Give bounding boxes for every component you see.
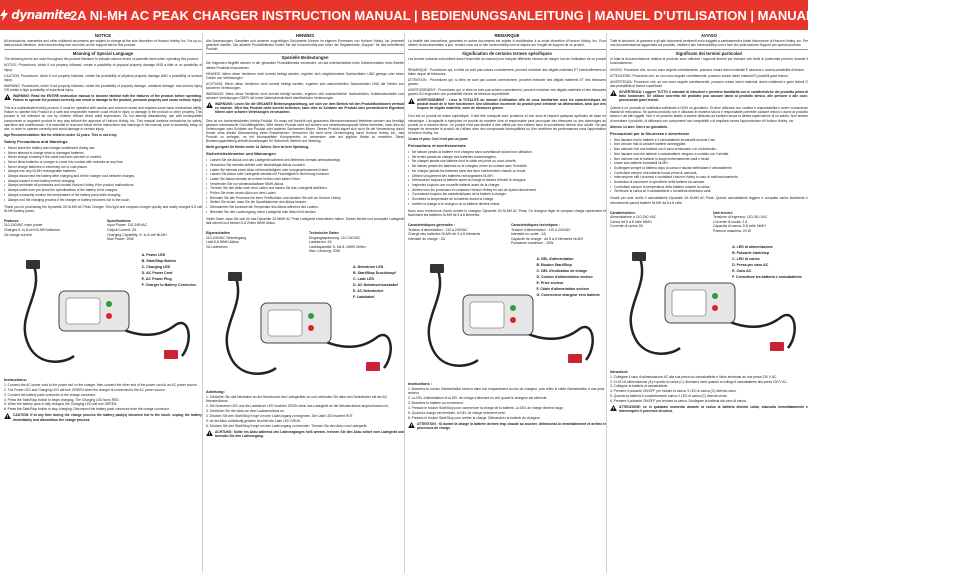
header-banner	[0, 0, 952, 30]
legend-item: F. Ladekabel	[352, 295, 375, 300]
instruction-step: 5. Ist der Akku vollständig geladen leuchtet die Lade LED GRÜN.	[206, 418, 301, 423]
features-block	[206, 231, 301, 254]
language-column	[4, 33, 202, 573]
legend-item: C. LED di carica	[732, 256, 760, 261]
instruction-step: 4. Drücken Sie den Start/Stop Knopf um den Ladevorgang zu beginnen. Die Lade LED leuchtet ROT.	[206, 413, 354, 418]
lightning-icon	[0, 9, 9, 21]
feature-item: Corrente di carica 2A	[610, 224, 643, 229]
safety-item: • Scollegare sempre la batteria dopo la carica e lasciar raffreddare il caricabatterie.	[610, 166, 808, 170]
warning-icon	[206, 102, 213, 108]
safety-item: • Utilisez uniquement des batteries rechargeables Ni-MH.	[408, 174, 606, 178]
special-language-intro: Les termes suivants sont utilisés dans l'ensemble du manuel pour indiquer différents niveaux de danger lors de l'utilisation de ce produit :	[408, 57, 606, 66]
instruction-step: 5. Quand la charge est terminée, la DEL de charge redevient verte.	[408, 410, 506, 415]
instruction-step: 3. Collegare la batteria al caricabatterie.	[610, 384, 669, 389]
features-heading: Features	[4, 218, 19, 223]
warning-definition: AVVERTENZA: Procedure che, se non sono seguite correttamente, possono creare danni materiali, danni collaterali e gravi lesioni O alta probabilità di lesioni superficiali.	[610, 79, 808, 88]
feature-item: 2A charge current	[4, 232, 32, 237]
features-block	[408, 223, 503, 246]
instruction-steps	[206, 395, 404, 428]
warning-definition: AVERTISSEMENT : Procédures qui, si elles ne sont pas suivies correctement, peuvent entraîner des dégâts matériels et des blessures graves OU engendrer une probabilité élevée de blessure superficielle.	[408, 87, 606, 97]
safety-item: • Never allow batteries or charger to come into contact with moisture at any time.	[4, 160, 202, 164]
safety-item: • Always inspect a new battery before charging.	[4, 179, 202, 183]
legend-item: A. Power LED	[141, 252, 166, 257]
brand-logo	[0, 0, 70, 30]
feature-item: Charges 5- to 8-cell Ni-MH batteries	[4, 228, 60, 232]
thank-you-text: Grazie per aver scelto il caricabatterie Dynamite 2A Ni-MH AC Peak. Questo caricabatterie leggero e compatto carica facilmente e velocemente pacchi batterie Ni-MH da 5 a 8 celle.	[610, 196, 808, 205]
notice-text: La totalité des instructions, garanties et autres documents est sujette à modification à la seule discrétion d'Horizon Hobby, Inc. Pour obtenir la documentation à jour, rendez-vous sur le site horizonhobby.com et cliquez sur l'onglet de support de ce produit.	[408, 39, 606, 48]
legend-item: C. DEL d'indication de charge	[536, 268, 588, 273]
spec-item: Ladestrom: 2A	[309, 240, 332, 245]
language-column	[610, 33, 808, 573]
instruction-step: 6. Drücken Sie den Start/Stop Knopf um den Ladevorgang zu beenden. Trennen Sie den Akku vom Ladegerät.	[206, 423, 368, 428]
spec-item: Intensité en sortie : 2A	[511, 232, 546, 237]
legend-item: G. Connecteur chargeur vers batterie	[536, 292, 600, 297]
final-caution-text: ATTENTION : Si durant la charge la batterie devient trop chaude au toucher, débranchez-la immédiatement et arrêtez le processus de charge.	[417, 421, 606, 430]
safety-item: • Controllare sempre una batteria nuova prima di caricarla.	[610, 171, 808, 175]
safety-item: • Versuchen Sie niemals defekte oder beschädigte Akkus zu laden.	[206, 163, 404, 167]
instructions-section	[206, 390, 404, 440]
charger-figure	[408, 250, 606, 380]
special-language-intro: Die folgenden Begriffe werden in der gesamten Produktliteratur verwendet, um auf unterschiedlich hohe Gefahrenrisiken beim Betrieb dieses Produkts hinzuweisen:	[206, 61, 404, 70]
notice-definition: AVVISO: Procedure che, se non sono seguite correttamente, possono creare danni materiali E nessuna o scarsa possibilità di lesioni.	[610, 67, 805, 72]
feature-item: 2A Ladestrom	[206, 244, 228, 249]
features-block	[4, 219, 99, 242]
final-caution-text: CAUTION: If at any time during the charge process the battery pack(s) becomes hot to the touch, unplug the battery immediately and discontinue the charge process.	[13, 413, 202, 422]
specifications-list	[309, 236, 404, 254]
safety-item: • Ne chargez jamais les batteries dans des lieux extrêmement chauds ou froids.	[408, 169, 606, 173]
spec-item: Corrente di uscita: 2 A	[713, 219, 748, 224]
safety-item: • Non lasciare mai che batterie o caricabatterie vengano a contatto con l'umidità.	[610, 152, 808, 156]
spec-item: Puissance maximum : 20W	[511, 241, 554, 246]
divider	[4, 49, 202, 50]
safety-item: • Never attempt to charge dead or damaged batteries.	[4, 151, 202, 155]
figure-legend	[353, 264, 398, 300]
spec-item: Capacité de charge : de 5 à 8 éléments Ni-MH	[511, 236, 583, 241]
features-list	[206, 236, 301, 250]
charger-figure	[610, 238, 808, 368]
feature-item: Carica da 5 a 8 celle NiMH	[610, 219, 652, 224]
features-list	[610, 215, 705, 229]
feature-item: 110-240VAC main power	[4, 223, 43, 228]
instruction-step: 2. The Power LED and Charging LED will turn GREEN when the charger is connected to the AC power source.	[4, 387, 166, 392]
instruction-step: 6. Premere il pulsante ON/OFF per fermare la carica. Scollegare la batteria dal cavo di carica.	[610, 399, 747, 404]
features-heading: Caratteristiche:	[610, 210, 636, 215]
column-divider	[606, 33, 607, 573]
caution-definition: ATTENZIONE: Procedure che, se non sono seguite correttamente, possono creare danni materiali E possibili gravi lesioni.	[610, 73, 789, 78]
instruction-steps	[4, 383, 202, 412]
warning-text: AVERTISSEMENT : Lisez la TOTALITÉ du manuel d'utilisation afin de vous familiariser avec les caractéristiques du produit avant de le faire fonctionner. Une utilisation incorrecte du produit peut entraîner sa détérioration, ainsi que des risques de dégâts matériels, voire de blessures graves.	[417, 98, 606, 111]
legend-item: B. Start/Stop Button	[141, 258, 177, 263]
warning-block	[4, 94, 202, 104]
safety-item: • Never leave the battery and charger unattended during use.	[4, 146, 202, 150]
legend-item: E. Prise secteur	[536, 280, 564, 285]
intro-body-text: Questo è un prodotto di hobbistica sofisticato e NON un giocattolo. Si deve utilizzare con cautela e responsabilità e avere conoscenze basilari di meccanica. Se questo prodotto non è utilizzato in maniera sicura e responsabile potrebbe causare lesioni o danni al prodotto stesso o ad altri oggetti. Non è un prodotto adatto a essere utilizzato da bambini senza la diretta supervisione di un adulto. Non tentare di smontare il prodotto, di utilizzarlo con componenti non compatibili o di ampliarlo senza l'approvazione di Horizon Hobby, Inc.	[610, 106, 808, 123]
legend-item: E. Cavo AC	[732, 268, 752, 273]
spec-item: Eingangsspannung: 110-240VAC	[309, 235, 361, 240]
charger-figure	[4, 246, 202, 376]
instructions-heading: Instructions :	[408, 381, 433, 386]
final-caution-text: ATTENZIONE: se in qualsiasi momento durante la carica la batteria diventa calda, staccarla immediatamente e interrompere il processo di carica.	[619, 405, 808, 414]
caution-icon	[206, 430, 213, 436]
safety-item: • Beenden Sie alle Prozesse bei einer Fehlfunktion und wenden Sie sich an Horizon Hobby.	[206, 196, 404, 200]
page-title: 2A NI-MH AC PEAK CHARGER INSTRUCTION MANUAL | BEDIENUNGSANLEITUNG | MANUEL D'UTILISATION | MANUALE DI ISTRUZIONI	[70, 7, 917, 23]
warning-definition: WARNING: Procedures, which if not properly followed, create the probability of property damage, collateral damage, and serious injury OR create a high probability of superficial injury.	[4, 83, 202, 92]
specifications-block	[107, 219, 202, 242]
safety-item: • Usare solo batterie ricaricabili Ni-MH.	[610, 161, 808, 165]
instruction-step: 3. Branchez la batterie au connecteur.	[408, 400, 464, 405]
instructions-heading: Istruzioni:	[610, 369, 629, 374]
safety-item: • Trennen Sie den Akku nach dem Laden und lassen Sie das Ladegerät abkühlen.	[206, 186, 404, 190]
feature-item: Tension d'alimentation : 110 à 240VAC	[408, 227, 468, 232]
instruction-step: 2. Die Netzstrom LED und die Ladestrom LED leuchten GRÜN wenn das Ladegerät an die Netzsteckdose angeschlossen ist.	[206, 404, 389, 409]
caution-definition: CAUTION: Procedures, which if not properly followed, create the probability of physical property damage AND a possibility of serious injury.	[4, 73, 202, 82]
caution-icon	[610, 405, 617, 411]
instruction-step: 2. Il LED di alimentazione (A) e quello di carica (C) diventano verdi quando si collega il caricabatterie alla presa 230 V AC.	[610, 379, 788, 384]
legend-item: B. Start/Stop Druckknopf	[352, 271, 396, 276]
safety-item: • Never charge batteries in extremely hot or cold places.	[4, 165, 202, 169]
notice-heading: NOTICE	[94, 33, 112, 38]
caution-definition: ATTENTION : Procédures qui, si elles ne sont pas suivies correctement, peuvent entraîner des dégâts matériels ET des blessures graves.	[408, 77, 606, 86]
legend-item: C. Charging LED	[141, 264, 171, 269]
thank-you-text: Nous vous remercions d'avoir acheté le chargeur Dynamite 2A Ni-MH AC Peak. Ce chargeur léger et compact charge rapidement et facilement les batteries Ni-MH de 5 à 8 éléments.	[408, 208, 606, 217]
special-language-heading: Spezielle Bedeutungen	[281, 55, 329, 61]
safety-item: • Always use only Ni-MH rechargeable batteries.	[4, 169, 202, 173]
instruction-step: 3. Schließen Sie den Akku an dem Ladeanschluss an.	[206, 409, 285, 414]
instruction-step: 1. Collegare il cavo di alimentazione AC alla sua presa sul caricabatterie e l'altro terminale ad una presa 230 V AC.	[610, 374, 778, 379]
feature-item: Alimentazione a 110-240 VAC	[610, 215, 657, 220]
features-specs	[610, 211, 808, 234]
features-list	[4, 223, 99, 237]
instruction-step: 4. Press the Start/Stop button to begin charging. The Charging LED turns RED.	[4, 397, 120, 402]
notice-heading: HINWEIS	[295, 33, 315, 38]
thank-you-text: Vielen Dank, dass Sie sich für das Dynamite 2A NiMH AC Peak Ladegerät entschieden haben. Dieses leichte und kompakte Ladegerät lädt schnell und einfach 5-8 Zellen NiMH Akkus.	[206, 216, 404, 225]
features-specs	[408, 223, 606, 246]
warning-icon	[610, 90, 617, 96]
feature-item: 110-240VAC Netzeingang	[206, 235, 247, 240]
legend-item: E. AC Power Plug	[141, 276, 172, 281]
warning-icon	[408, 98, 415, 104]
spec-item: Ladekapazität: 5- bis 8- NiMH Zellen	[309, 244, 366, 249]
legend-item: D. Cordon d'alimentation secteur	[536, 274, 593, 279]
safety-item: • Verwenden Sie nur wiederaufladbare NiMH-Akkus.	[206, 182, 404, 186]
charger-figure	[206, 258, 404, 388]
safety-item: • Ne laissez jamais les batteries ou le chargeur entrer en contact avec l'humidité.	[408, 164, 606, 168]
notice-definition: REMARQUE : Procédures qui, si elles ne sont pas suivies correctement, peuvent entraîner des dégâts matériels ET éventuellement un faible risque de blessures.	[408, 67, 606, 76]
age-recommendation: Age Recommendation: Not for children under 14 years. This is not a toy.	[4, 132, 118, 137]
safety-item: • Non caricare mai le batterie in luoghi estremamente caldi o freddi.	[610, 157, 808, 161]
safety-item: • Arrêtez tous les processus et contactez Horizon Hobby en cas de dysfonctionnement.	[408, 188, 606, 192]
spec-item: Capacità di carica: 5-8 celle NiMH	[713, 224, 766, 229]
spec-item: Max Power: 20W	[107, 237, 134, 242]
figure-legend	[142, 252, 196, 288]
legend-item: A. Netzstrom LED	[352, 265, 384, 270]
safety-item: • Always make sure you know the specifications of the battery to be charged.	[4, 188, 202, 192]
specifications-block	[713, 211, 808, 234]
safety-list	[610, 138, 808, 194]
safety-item: • Lassen Sie die Akkus und das Ladegerät während des Betriebes niemals unbeaufsichtigt.	[206, 158, 404, 162]
safety-item: • Accertarsi di conoscere le specifiche della batteria da caricare.	[610, 180, 808, 184]
notice-heading: AVVISO	[701, 33, 717, 38]
notice-definition: NOTICE: Procedures, which if not properly followed, create a possibility of physical property damage AND a little or no possibility of injury.	[4, 63, 202, 72]
features-specs	[206, 231, 404, 254]
age-recommendation: Almeno 14 anni. Non è un giocattolo.	[610, 124, 668, 129]
instructions-section	[4, 378, 202, 424]
legend-item: F. Connettore tra batteria e caricabatterie	[732, 274, 802, 279]
specifications-list	[107, 223, 202, 241]
safety-heading: Safety Precautions and Warnings	[4, 138, 68, 144]
safety-item: • Ne tentez jamais de charger des batteries endommagées.	[408, 155, 606, 159]
specifications-heading: Caractéristiques techniques :	[511, 222, 561, 227]
legend-item: D. Presa per cavo AC	[732, 262, 769, 267]
safety-item: • Controllare sempre la temperatura della batteria durante la carica.	[610, 185, 808, 189]
spec-item: Tensione di ingresso: 110-240 VAC	[713, 215, 768, 220]
legend-item: F. Charger to Battery Connector	[141, 282, 196, 287]
legend-item: C. Lade LED	[352, 277, 375, 282]
safety-item: • Ne chargez jamais une batterie dont le câble est pincé ou court-circuité.	[408, 159, 606, 163]
safety-item: • Always constantly monitor the temperature of the battery pack while charging.	[4, 193, 202, 197]
specifications-heading: Dati tecnici:	[713, 210, 733, 215]
notice-text: Tutte le istruzioni, le garanzie e gli altri documenti pertinenti sono soggetti a cambiamenti a totale discrezione di Horizon Hobby, Inc. Per una documentazione aggiornata sul prodotto, visitare il sito horizonhobby.com e fare clic sulla sezione Support per questo prodotto.	[610, 39, 808, 48]
column-divider	[404, 33, 405, 573]
safety-item: • Connaissez toujours les caractéristiques de la batterie à charger.	[408, 192, 606, 196]
safety-item: • Lassen Sie Akkus oder Ladegerät niemals mit Feuchtigkeit in Berührung kommen.	[206, 172, 404, 176]
spec-item: Charging Capability: 5- to 8-cell Ni-MH	[107, 232, 167, 237]
spec-item: Input Power: 110-240VAC	[107, 223, 148, 228]
special-language-heading: Meaning of Special Language	[72, 51, 134, 57]
caution-icon	[408, 422, 415, 428]
specifications-heading: Specifications	[107, 218, 131, 223]
column-divider	[202, 33, 203, 573]
instruction-step: 3. Connect the battery pack connector to the charge connector.	[4, 392, 97, 397]
instruction-step: 1. Schließen Sie das Netzkabel an der Netzbuchse des Ladegerätes an und verbinden Sie dann den Netzstecker mit der AC Netzsteckdose.	[206, 395, 388, 404]
special-language-intro: The following terms are used throughout the product literature to indicate various levels of potential harm when operating this product:	[4, 57, 199, 62]
safety-item: • Interrompere tutti i processi e contattare Horizon Hobby in caso di malfunzionamento.	[610, 175, 808, 179]
intro-body-text: This is a sophisticated hobby product. It must be operated with caution and common sense and requires some basic mechanical ability. Failure to operate this Product in a safe and responsible manner could result in injury or damage to the product or other property. This product is not intended for use by children without direct adult supervision. Do not attempt disassembly, use with incompatible components or augment product in any way without the approval of Horizon Hobby, Inc. This manual contains instructions for safety, operation and maintenance. It is essential to read and follow all the instructions and warnings in the manual, prior to assembly, setup or use, in order to operate correctly and avoid damage or serious injury.	[4, 106, 202, 131]
warning-text: WARNING: Read the ENTIRE instruction manual to become familiar with the features of the product before operating. Failure to operate the product correctly can result in damage to the product, personal property and cause serious injury.	[13, 94, 202, 103]
warning-definition: WARNUNG: Wenn diese Verfahren nicht korrekt befolgt werden, ergeben sich wahrscheinlich Sachschäden, Kollateralschäden und schwere Verletzungen ODER mit hoher Wahrscheinlichkeit oberflächliche Verletzungen.	[206, 92, 404, 101]
warning-icon	[4, 94, 11, 100]
safety-list	[4, 146, 202, 202]
caution-icon	[4, 413, 11, 419]
legend-item: B. Pulsante start/stop	[732, 250, 770, 255]
specifications-list	[713, 215, 808, 233]
thank-you-text: Thank you for purchasing the Dynamite 2A Ni-MH AC Peak Charger. This light and compact charger quickly and easily charges 5-8 cell Ni-MH battery packs.	[4, 204, 202, 213]
safety-item: • Terminare la carica se il caricabatterie o la batteria diventano caldi.	[610, 189, 808, 193]
instructions-heading: Instructions:	[4, 377, 27, 382]
final-caution	[206, 430, 404, 440]
legend-item: A. LED di alimentazione	[732, 244, 773, 249]
intro-body-text: Dies ist ein hochentwickeltes Hobby-Produkt. Es muss mit Vorsicht und gesundem Menschenverstand betrieben werden und benötigt gewisse mechanische Grundfähigkeiten. Wird dieses Produkt nicht auf sichere und verantwortungsvolle Weise betrieben, kann dies zu Verletzungen oder Schäden am Produkt oder anderen Sachwerten führen. Dieses Produkt eignet sich nicht für die Verwendung durch Kinder ohne direkte Überwachung eines Erwachsenen. Versuchen Sie nicht ohne Genehmigung durch Horizon Hobby, Inc., das Produkt zu zerlegen, es mit inkompatiblen Komponenten zu verwenden oder auf jegliche Weise zu erweitern. Diese Bedienungsanleitung enthält Anweisungen für Sicherheit, Betrieb und Wartung.	[206, 118, 404, 143]
instructions-heading: Anleitung:	[206, 390, 225, 395]
warning-block	[206, 102, 404, 116]
safety-item: • Inspectez toujours une nouvelle batterie avant de la charger.	[408, 183, 606, 187]
safety-item: • Ne laissez jamais la batterie et le chargeur sans surveillance durant leur utilisation.	[408, 150, 606, 154]
safety-item: • Never charge a battery if the cable has been pinched or shorted.	[4, 155, 202, 159]
legend-item: D. AC Power Cord	[141, 270, 173, 275]
specifications-block	[309, 231, 404, 254]
language-column	[408, 33, 606, 573]
instruction-step: 2. La DEL d'alimentation et la DEL de charge s'allument en vert quand le chargeur est alimenté.	[408, 395, 548, 400]
special-language-heading: Signification de certains termes spécifiques	[462, 51, 552, 57]
instruction-step: 1. Branchez le cordon d'alimentation secteur dans son emplacement au dos du chargeur, puis reliez le câble d'alimentation à une prise secteur.	[408, 386, 605, 396]
features-block	[610, 211, 705, 234]
safety-heading: Sicherheitshinweise und Warnungen	[206, 151, 276, 157]
age-recommendation: Nicht geeignet für Kinder unter 14 Jahren. Dies ist kein Spielzeug.	[206, 145, 310, 150]
age-recommendation: 14 ans et plus. Ceci n'est pas un jouet.	[408, 136, 469, 141]
legend-item: D. AC Netzanschlusskabel	[352, 283, 398, 288]
figure-legend	[732, 244, 802, 280]
safety-item: • Laden Sie Akkus niemals an extrem heißen oder kalten Orten.	[206, 177, 404, 181]
document-id: (DYN4113)	[916, 11, 952, 19]
instruction-step: 5. When the battery pack is fully charged, the Charging LED will turn GREEN.	[4, 402, 118, 407]
instruction-step: 6. Press the Start/Stop button to stop charging. Disconnect the battery pack connector from the charge connector.	[4, 407, 170, 412]
feature-item: Charge des batteries Ni-MH de 5 à 8 éléments	[408, 232, 481, 237]
final-caution	[4, 413, 202, 423]
brand-name: dynamite	[11, 8, 71, 22]
notice-heading: REMARQUE	[494, 33, 520, 38]
final-caution	[408, 422, 606, 432]
instruction-step: 4. Pressez le bouton Start/Stop pour commencer la charge de la batterie. La DEL de charge devient rouge.	[408, 405, 564, 410]
final-caution-text: ACHTUNG: Sollte ein Akku während des Ladevorganges heiß werden, trennen Sie den Akku sofort vom Ladegerät und beenden Sie den Ladevorgang.	[215, 429, 404, 438]
instructions-section	[610, 370, 808, 416]
divider	[408, 49, 606, 50]
instruction-step: 4. Premere il pulsante ON/OFF per iniziare la carica. Il LED di carica (C) diventa rosso.	[610, 389, 737, 394]
instruction-steps	[610, 375, 808, 404]
safety-item: • Prüfen Sie einen neuen Akku vor dem Laden.	[206, 191, 404, 195]
feature-item: Intensité de charge : 2A	[408, 236, 445, 241]
features-heading: Eigenschaften	[206, 231, 230, 236]
legend-item: F. Câble d'alimentation secteur	[536, 286, 590, 291]
safety-item: • Débranchez toujours la batterie après la charge et laissez refroidir le chargeur.	[408, 178, 606, 182]
warning-block	[408, 98, 606, 112]
safety-item: • Always terminate all processes and contact Horizon Hobby if the product malfunctions.	[4, 183, 202, 187]
warning-block	[610, 90, 808, 104]
notice-text: Alle Anweisungen, Garantien und anderen zugehörigen Dokumente können im eigenen Ermessen von Horizon Hobby, Inc. jederzeit geändert werden. Die aktuelle Produktliteratur finden Sie auf horizonhobby.com unter der Registerkarte „Support" für das betreffende Produkt.	[206, 39, 404, 52]
notice-text: All instructions, warranties and other collateral documents are subject to change at the sole discretion of Horizon Hobby, Inc. For up-to-date product literature, visit horizonhobby.com and click on the support tab for this product.	[4, 39, 202, 48]
special-language-heading: Significato dei termini particolari	[675, 51, 743, 57]
instruction-step: 1. Connect the AC power cord to the power slot on the charger, then connect the other end of the power cord to an AC power source.	[4, 382, 198, 387]
features-specs	[4, 219, 202, 242]
safety-item: • Non cercare mai di caricare batterie danneggiate.	[610, 142, 808, 146]
safety-item: • Always disconnect the battery after charging and let the charger cool between charges.	[4, 174, 202, 178]
specifications-heading: Technische Daten	[309, 231, 339, 236]
notice-definition: HINWEIS: Wenn diese Verfahren nicht korrekt befolgt werden, ergeben sich möglicherweise Sachschäden UND geringe oder keine Gefahr von Verletzungen.	[206, 71, 404, 80]
special-language-intro: In tutta la documentazione relativa al prodotto sono utilizzati i seguenti termini per indicare vari livelli di potenziale pericolo durante il funzionamento:	[610, 57, 808, 66]
features-list	[408, 228, 503, 242]
safety-heading: Précautions et avertissements	[408, 142, 466, 148]
caution-definition: ACHTUNG: Wenn diese Verfahren nicht korrekt befolgt werden, ergeben sich wahrscheinlich Sachschäden UND die Gefahr von schweren Verletzungen.	[206, 81, 404, 90]
safety-item: • Laden Sie niemals einen Akku mit beschädigtem oder kurzgeschlossenem Kabel.	[206, 168, 404, 172]
safety-item: • Non lasciare mai le batterie e il caricabatterie incustoditi durante l'uso.	[610, 138, 808, 142]
instruction-steps	[408, 387, 606, 420]
safety-item: • Arrêtez la charge si le chargeur ou la batterie devient chaud.	[408, 202, 606, 206]
spec-item: Max. Leistung: 20W	[309, 249, 340, 254]
spec-item: Potenza massima: 20 W	[713, 229, 751, 233]
specifications-block	[511, 223, 606, 246]
safety-item: • Überwachen Sie konstant die Temperatur des Akkus während des Ladens.	[206, 205, 404, 209]
safety-item: • Always end the charging process if the charger or battery becomes hot to the touch.	[4, 198, 202, 202]
language-column	[206, 33, 404, 573]
final-caution	[610, 405, 808, 415]
spec-item: Output Current: 2A	[107, 228, 137, 232]
intro-body-text: Ceci est un produit de loisirs sophistiqué. Il doit être manipulé avec prudence et bon sens et requiert quelques aptitudes de base en mécanique. L'incapacité à manipuler ce produit de manière sûre et responsable peut provoquer des blessures ou des dommages au produit ou à d'autres biens. Ce produit n'est pas destiné à être utilisé par des enfants sans la surveillance directe d'un adulte. Ne pas essayer de démonter le produit, de l'utiliser avec des composants incompatibles ou d'en améliorer les performances sans l'approbation d'Horizon Hobby, Inc.	[408, 114, 606, 135]
warning-text: AVVERTENZA: Leggere TUTTO il manuale di istruzioni e prendere familiarità con le caratteristiche del prodotto prima di farlo funzionare. Un utilizzo scorretto del prodotto può causare danni al prodotto stesso, alle persone o alle cose, provocando gravi lesioni.	[619, 89, 808, 103]
warning-text: WARNUNG: Lesen Sie die GESAMTE Bedienungsanleitung, um sich vor dem Betrieb mit den Produktfunktionen vertraut zu machen. Wird das Produkt nicht korrekt betrieben, kann dies zu Schäden am Produkt oder persönlichem Eigentum führen oder schwere Verletzungen verursachen.	[215, 102, 404, 115]
safety-item: • Stellen Sie sicher, dass Sie die Spezifikationen des Akkus kennen.	[206, 200, 404, 204]
instruction-step: 5. Quando la batteria è completamente carica, il LED di carica (C) diventa verde.	[610, 394, 728, 399]
safety-item: • Beenden Sie den Ladevorgang, wenn Ladegerät oder Akku heiß werden.	[206, 210, 404, 214]
safety-item: • Surveillez la température de la batterie durant la charge.	[408, 197, 606, 201]
figure-legend	[536, 256, 600, 298]
safety-item: • Non caricare mai una batteria con il cavo schiacciato o in cortocircuito.	[610, 147, 808, 151]
divider	[206, 53, 404, 54]
spec-item: Tension d'alimentation : 110 à 240VAC	[511, 227, 571, 232]
safety-list	[408, 150, 606, 206]
instruction-step: 6. Pressez le bouton Start/Stop pour arrêter la charge. Débranchez la batterie du chargeur.	[408, 415, 541, 420]
legend-item: A. DEL d'alimentation	[536, 256, 574, 261]
safety-list	[206, 158, 404, 214]
legend-item: B. Bouton Start/Stop	[536, 262, 572, 267]
features-heading: Caractéristiques générales :	[408, 222, 455, 227]
safety-heading: Precauzioni per la Sicurezza e Avvertenze	[610, 130, 690, 136]
legend-item: E. AC Netzstecker	[352, 289, 384, 294]
feature-item: Lädt 5-8 NiMH Akkus	[206, 240, 239, 245]
instructions-section	[408, 382, 606, 432]
divider	[610, 49, 808, 50]
specifications-list	[511, 228, 606, 246]
